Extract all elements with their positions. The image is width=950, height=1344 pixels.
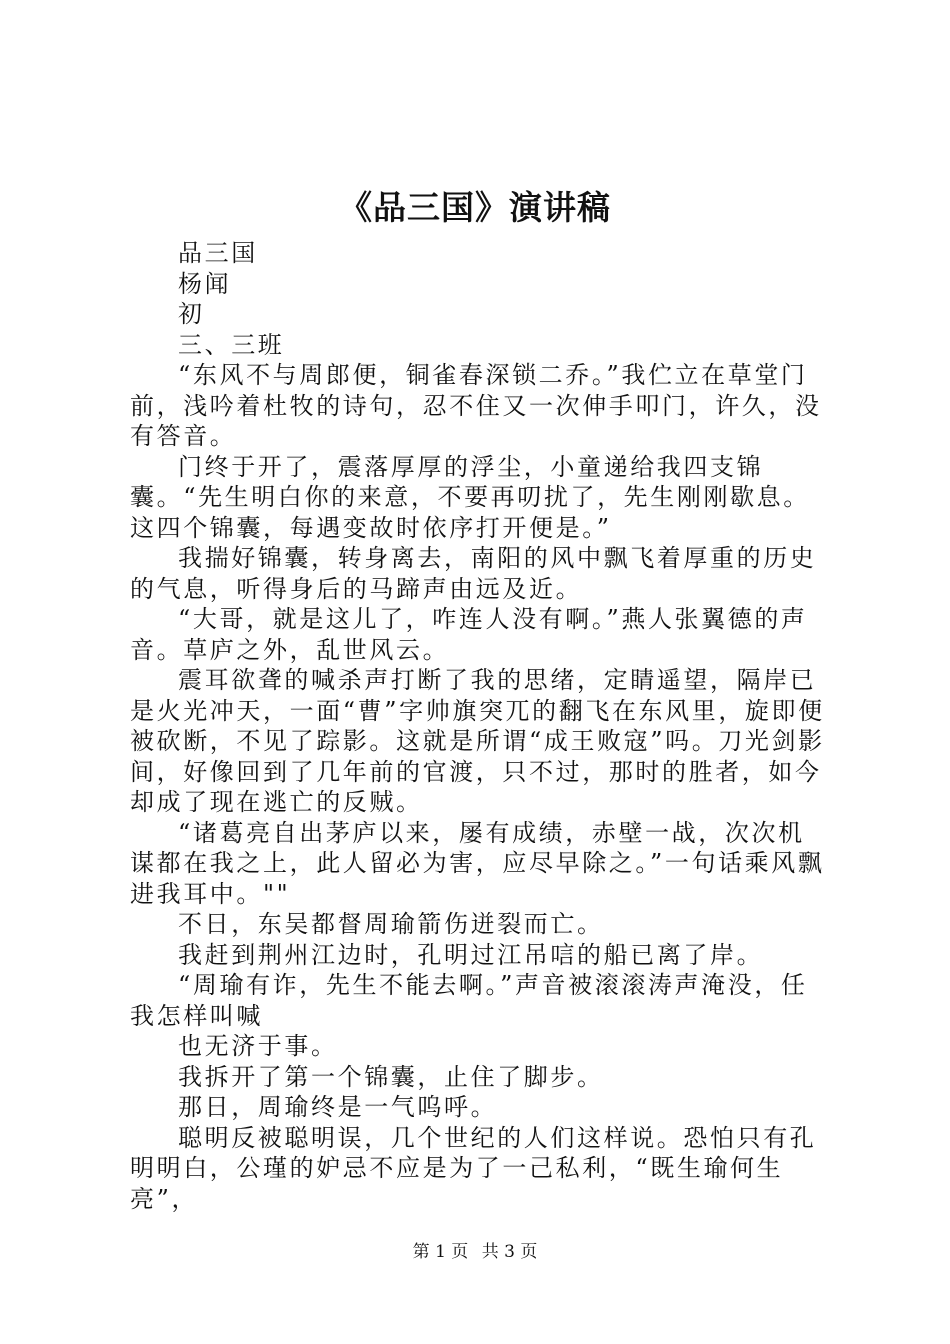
paragraph: 聪明反被聪明误，几个世纪的人们这样说。恐怕只有孔明明白，公瑾的妒忌不应是为了一己私利，“既生瑜何生亮”， [130, 1123, 817, 1213]
paragraph: 杨闻 [178, 269, 232, 298]
paragraph: 我赶到荆州江边时，孔明过江吊唁的船已离了岸。 [178, 940, 764, 969]
paragraph: “诸葛亮自出茅庐以来，屡有成绩，赤壁一战，次次机谋都在我之上，此人留必为害，应尽早除之。”一句话乘风飘进我耳中。"" [130, 818, 825, 908]
paragraph: 我拆开了第一个锦囊，止住了脚步。 [178, 1062, 604, 1091]
page-footer [0, 1241, 950, 1263]
paragraph: 不日，东吴都督周瑜箭伤迸裂而亡。 [178, 910, 604, 938]
paragraph: “东风不与周郎便，铜雀春深锁二乔。”我伫立在草堂门前，浅吟着杜牧的诗句，忍不住又一次伸手叩门，许久，没有答音。 [130, 361, 822, 450]
page-number: 第 1 页 [412, 1242, 469, 1262]
paragraph: 三、三班 [178, 330, 285, 359]
paragraph: 也无济于事。 [178, 1032, 338, 1060]
page-total: 共 3 页 [481, 1242, 538, 1262]
document-body [130, 238, 830, 1214]
document-title: 《品三国》演讲稿 [339, 188, 611, 227]
paragraph: 震耳欲聋的喊杀声打断了我的思绪，定睛遥望，隔岸已是火光冲天，一面“曹”字帅旗突兀的翻飞在东风里，旋即便被砍断，不见了踪影。这就是所谓“成王败寇”吗。刀光剑影间，好像回到了几年前的官渡，只不过，那时的胜者，如今却成了现在逃亡的反贼。 [130, 666, 825, 816]
paragraph: “周瑜有诈，先生不能去啊。”声音被滚滚涛声淹没，任我怎样叫喊 [130, 971, 808, 1030]
paragraph: 那日，周瑜终是一气呜呼。 [178, 1093, 498, 1121]
paragraph: “大哥，就是这儿了，咋连人没有啊。”燕人张翼德的声音。草庐之外，乱世风云。 [130, 605, 808, 664]
paragraph: 品三国 [178, 239, 258, 267]
paragraph: 我揣好锦囊，转身离去，南阳的风中飘飞着厚重的历史的气息，听得身后的马蹄声由远及近。 [130, 544, 817, 603]
paragraph: 门终于开了，震落厚厚的浮尘，小童递给我四支锦囊。“先生明白你的来意，不要再叨扰了，先生刚刚歇息。这四个锦囊，每遇变故时依序打开便是。” [130, 452, 810, 542]
paragraph: 初 [178, 300, 205, 328]
